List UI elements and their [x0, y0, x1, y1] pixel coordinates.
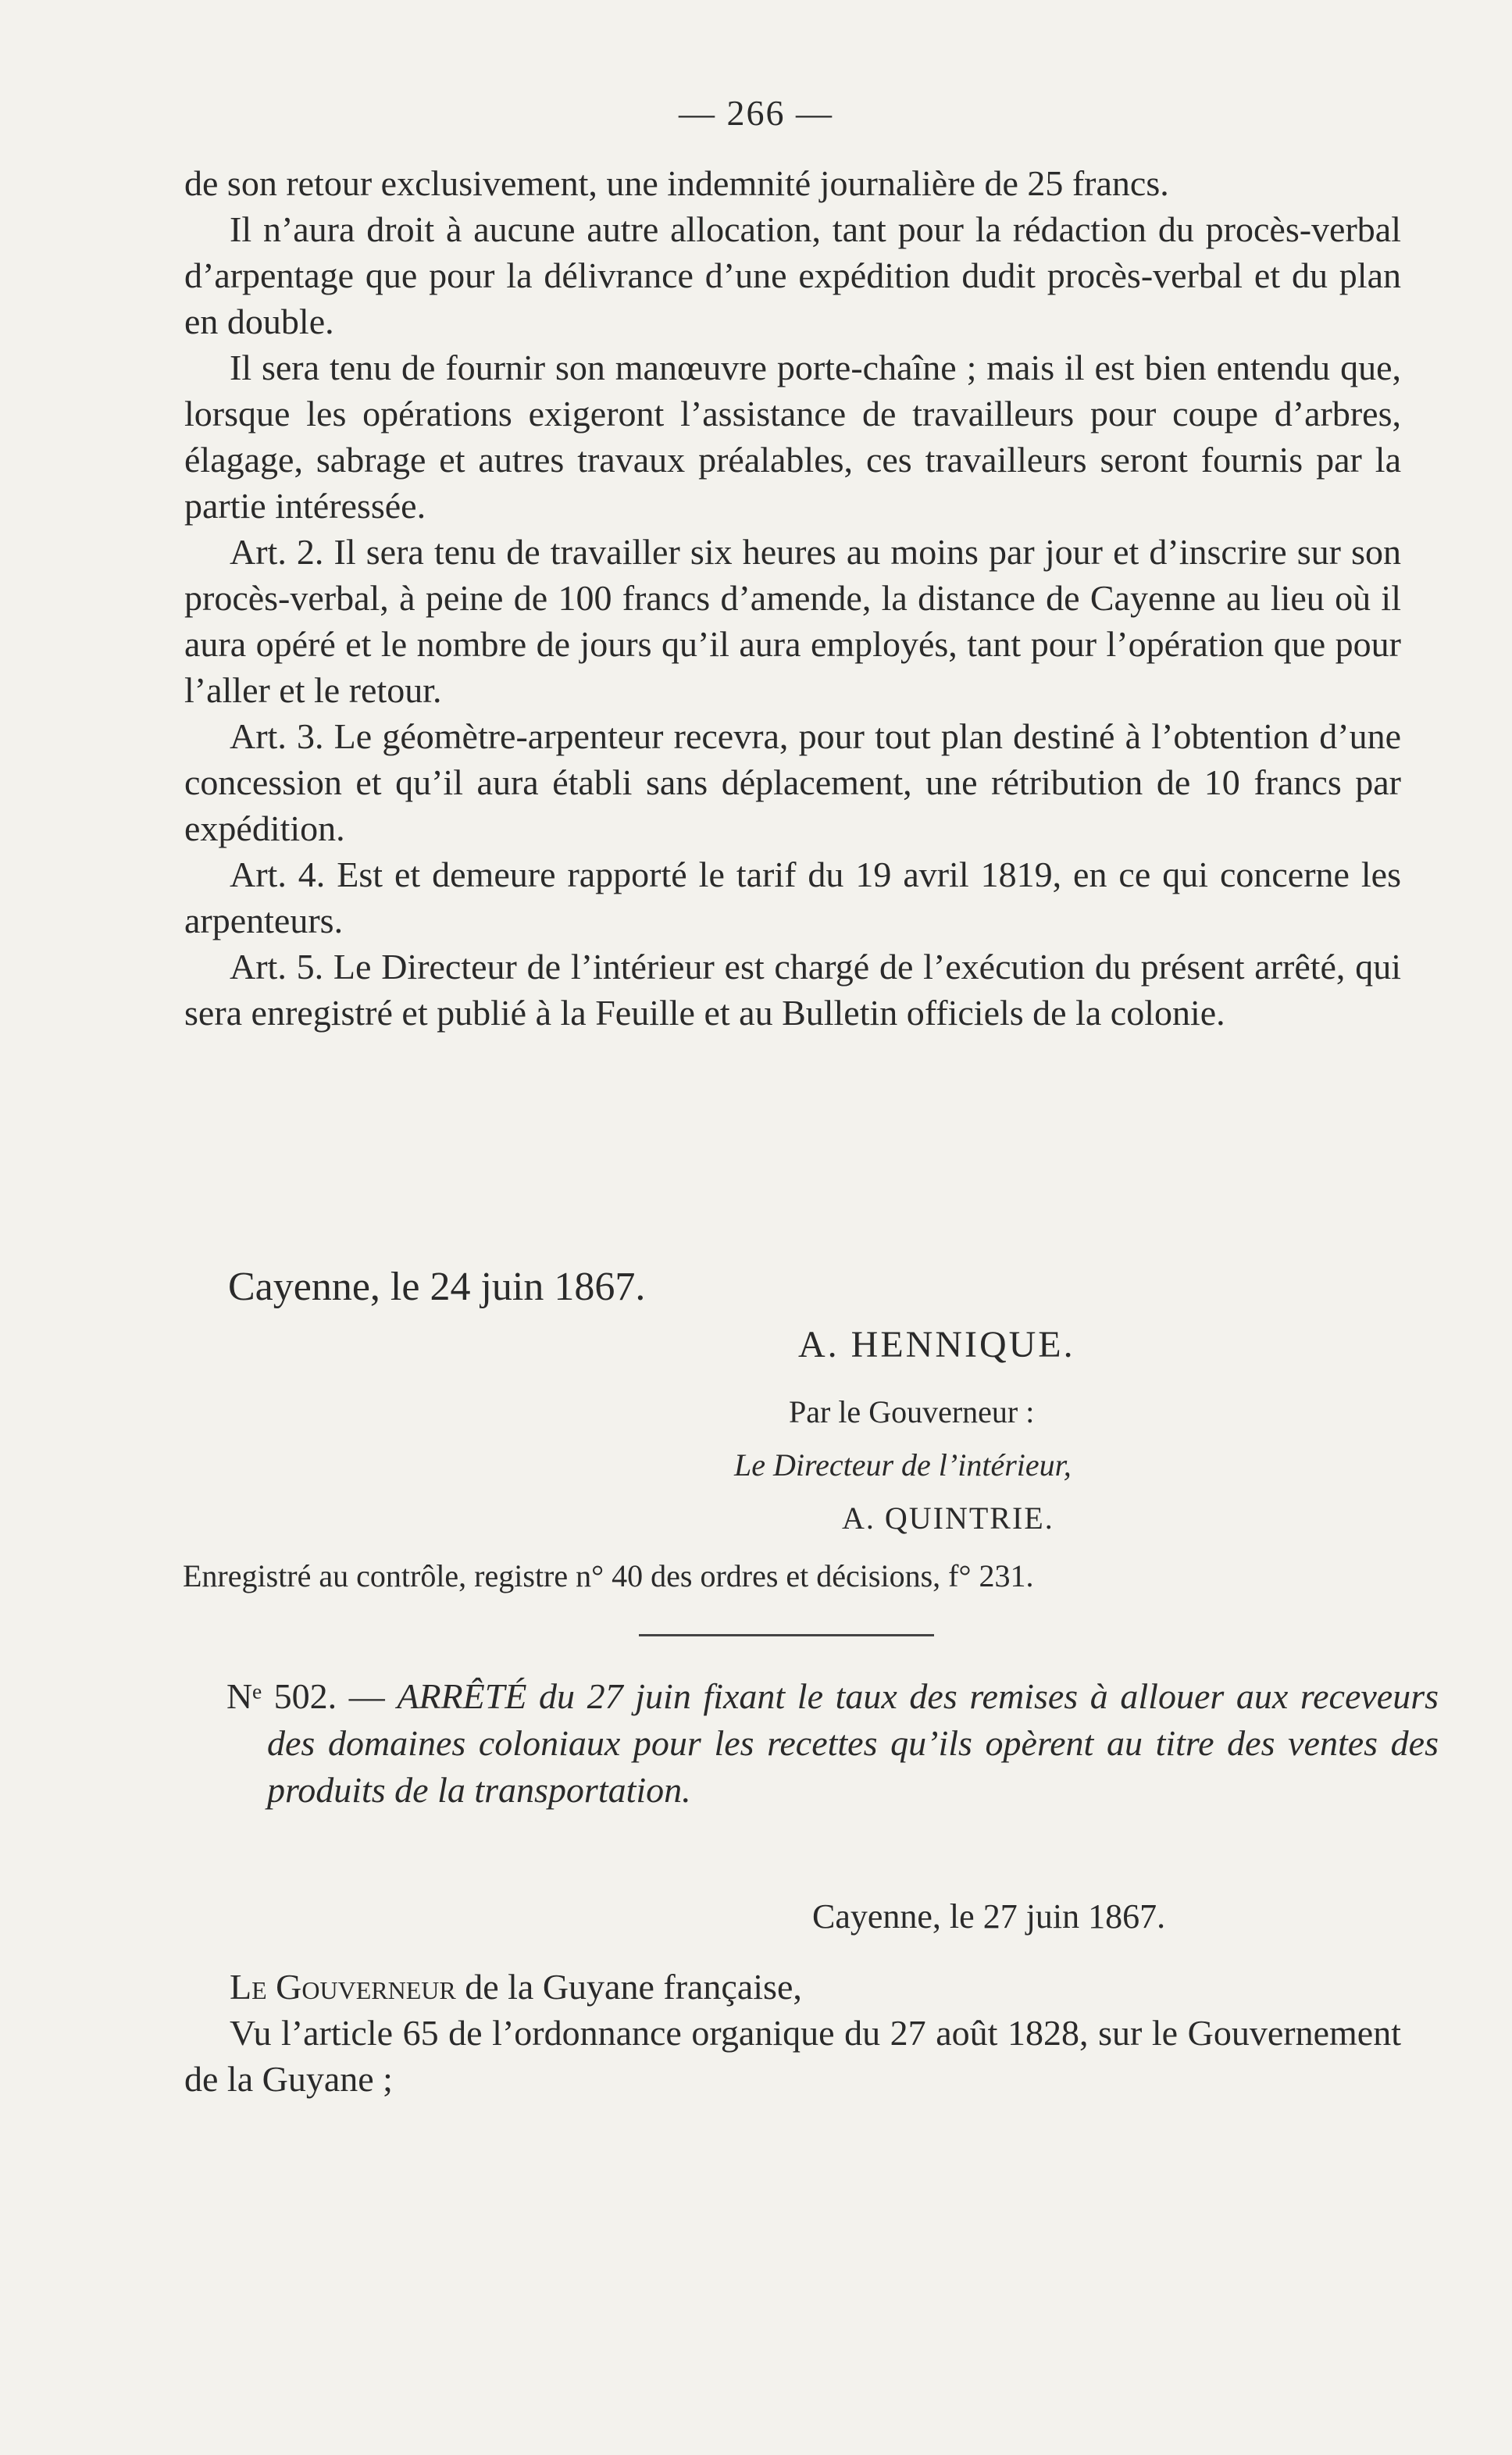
decree-opening — [184, 1964, 1401, 2010]
article-4: Art. 4. Est et demeure rapporté le tarif du 19 avril 1819, en ce qui concerne les arpenteurs. — [184, 855, 1401, 940]
decree-vu: Vu l’article 65 de l’ordonnance organique du 27 août 1828, sur le Gouvernement de la Guyane ; — [184, 2013, 1401, 2099]
by-governor-label: Par le Gouverneur : — [789, 1394, 1035, 1429]
director-name: A. QUINTRIE. — [842, 1500, 1054, 1536]
governor-signature: A. HENNIQUE. — [798, 1324, 1075, 1365]
decree-heading — [226, 1673, 1439, 1814]
paragraph-3: Il sera tenu de fournir son manœuvre porte-chaîne ; mais il est bien entendu que, lorsque les opérations exigeront l’assistance de travailleurs pour coupe d’arbres, élagage, sabrage et autres travaux préalables, ces travailleurs seront fournis par la partie intéressée. — [184, 348, 1401, 526]
registration-note: Enregistré au contrôle, registre n° 40 des ordres et décisions, f° 231. — [183, 1558, 1034, 1593]
section-divider — [639, 1634, 934, 1636]
paragraph-1: de son retour exclusivement, une indemnité journalière de 25 francs. — [184, 163, 1169, 203]
decree-opening-rest: de la Guyane française, — [455, 1967, 802, 2007]
article-3: Art. 3. Le géomètre-arpenteur recevra, pour tout plan destiné à l’obtention d’une concession et qu’il aura établi sans déplacement, une rétribution de 10 francs par expédition. — [184, 716, 1401, 848]
director-title: Le Directeur de l’intérieur, — [734, 1447, 1072, 1483]
article-5: Art. 5. Le Directeur de l’intérieur est chargé de l’exécution du présent arrêté, qui sera enregistré et publié à la Feuille et au Bulletin officiels de la colonie. — [184, 947, 1401, 1033]
paragraph-2: Il n’aura droit à aucune autre allocation, tant pour la rédaction du procès-verbal d’arpentage que pour la délivrance d’une expédition dudit procès-verbal et du plan en double. — [184, 209, 1401, 341]
decree-body — [184, 1964, 1401, 2102]
place-date: Cayenne, le 24 juin 1867. — [228, 1265, 646, 1309]
page-number: — 266 — — [679, 93, 833, 133]
decree-number: Nᵉ 502. — [226, 1676, 337, 1716]
body-text — [184, 160, 1401, 1036]
governor-smallcaps: Le Gouverneur — [230, 1967, 456, 2007]
decree-place-date: Cayenne, le 27 juin 1867. — [812, 1897, 1166, 1936]
decree-title: ARRÊTÉ du 27 juin fixant le taux des remises à allouer aux receveurs des domaines coloniaux pour les recettes qu’ils opèrent au titre des ventes des produits de la transportation. — [267, 1676, 1439, 1810]
article-2: Art. 2. Il sera tenu de travailler six heures au moins par jour et d’inscrire sur son procès-verbal, à peine de 100 francs d’amende, la distance de Cayenne au lieu où il aura opéré et le nombre de jours qu’il aura employés, tant pour l’opération que pour l’aller et le retour. — [184, 532, 1401, 710]
decree-dash: — — [337, 1676, 398, 1716]
